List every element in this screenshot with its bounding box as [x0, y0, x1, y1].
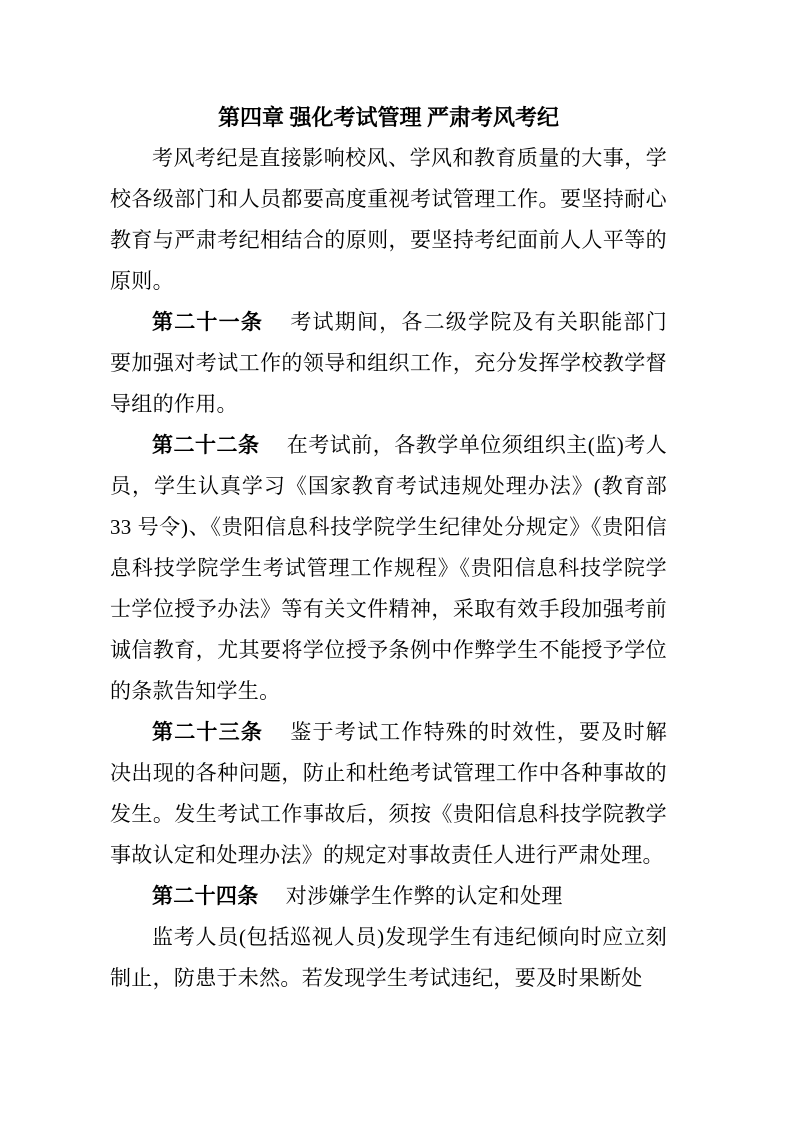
paragraph-article-22 [110, 425, 667, 712]
paragraph-article-24 [110, 876, 667, 917]
paragraph-text: 监考人员(包括巡视人员)发现学生有违纪倾向时应立刻制止，防患于未然。若发现学生考试违纪，要及时果断处 [110, 925, 667, 990]
paragraph-text: 在考试前，各教学单位须组织主(监)考人员，学生认真学习《国家教育考试违规处理办法》(教育部33 号令)、《贵阳信息科技学院学生纪律处分规定》《贵阳信息科技学院学生考试管理工作规程》《贵阳信息科技学院学士学位授予办法》等有关文件精神，采取有效手段加强考前诚信教育，尤其要将学位授予条例中作弊学生不能授予学位的条款告知学生。 [110, 433, 667, 703]
paragraph-text: 对涉嫌学生作弊的认定和处理 [285, 884, 563, 908]
paragraph-article-21 [110, 302, 667, 425]
paragraph-text: 考试期间，各二级学院及有关职能部门要加强对考试工作的领导和组织工作，充分发挥学校教学督导组的作用。 [110, 310, 667, 416]
article-number: 第二十一条 [152, 310, 264, 334]
paragraph-intro [110, 138, 667, 302]
paragraph-article-23 [110, 712, 667, 876]
paragraph-article-24-body [110, 917, 667, 999]
article-number: 第二十三条 [152, 720, 264, 744]
paragraph-text: 考风考纪是直接影响校风、学风和教育质量的大事，学校各级部门和人员都要高度重视考试管理工作。要坚持耐心教育与严肃考纪相结合的原则，要坚持考纪面前人人平等的原则。 [110, 146, 667, 293]
paragraph-text: 鉴于考试工作特殊的时效性，要及时解决出现的各种问题，防止和杜绝考试管理工作中各种事故的发生。发生考试工作事故后，须按《贵阳信息科技学院教学事故认定和处理办法》的规定对事故责任人进行严肃处理。 [110, 720, 667, 867]
chapter-title: 第四章 强化考试管理 严肃考风考纪 [217, 105, 559, 130]
article-number: 第二十四条 [152, 884, 259, 908]
article-number: 第二十二条 [152, 433, 260, 457]
